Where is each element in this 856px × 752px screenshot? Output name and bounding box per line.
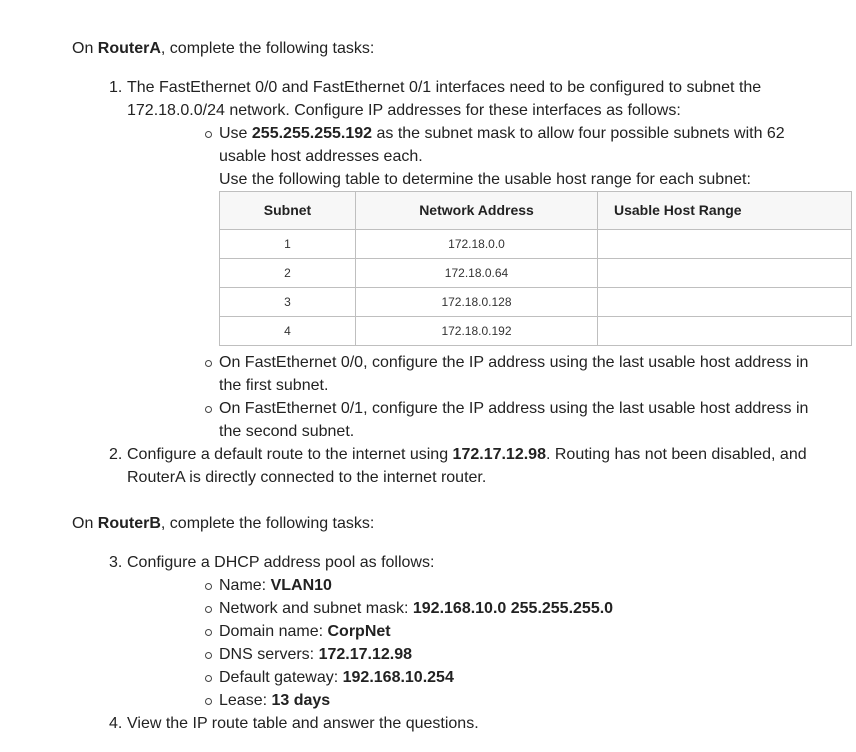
- dhcp-setting-dns: [203, 643, 829, 666]
- cell-network-address: 172.18.0.192: [356, 317, 598, 346]
- column-header-subnet: Subnet: [220, 192, 356, 230]
- task-number: 1.: [109, 79, 123, 96]
- setting-label: Lease:: [219, 692, 272, 709]
- bullet-subnet-mask: [203, 122, 829, 168]
- bullet-fa00: On FastEthernet 0/0, configure the IP address using the last usable host address in the first subnet.: [203, 351, 829, 397]
- setting-value: CorpNet: [327, 623, 391, 640]
- task-4: [109, 712, 829, 735]
- setting-value: 192.168.10.254: [342, 669, 454, 686]
- table-header-row: [220, 192, 852, 230]
- task-2-text: [127, 443, 829, 489]
- dhcp-setting-network: [203, 597, 829, 620]
- dhcp-setting-lease: [203, 689, 829, 712]
- task-3-text: Configure a DHCP address pool as follows:: [127, 554, 435, 571]
- dhcp-pool-settings: [127, 574, 829, 712]
- table-row: [220, 317, 852, 346]
- task-1-bullets-continued: [127, 351, 829, 443]
- dhcp-setting-domain: [203, 620, 829, 643]
- task-number: 2.: [109, 446, 123, 463]
- router-name: RouterB: [97, 515, 161, 532]
- task-text: Configure a default route to the internet using: [127, 446, 453, 463]
- bullet-text: Use: [219, 125, 252, 142]
- table-row: [220, 288, 852, 317]
- heading-suffix: , complete the following tasks:: [160, 515, 375, 532]
- routerb-heading: [72, 512, 374, 535]
- subnet-table: [219, 191, 852, 346]
- task-1-text: The FastEthernet 0/0 and FastEthernet 0/1 interfaces need to be configured to subnet the 172.18.0.0/24 network. Configure IP addresses for these interfaces as follows:: [127, 79, 762, 119]
- task-3: [109, 551, 829, 712]
- setting-value: 172.17.12.98: [318, 646, 412, 663]
- bullet-text: as the subnet mask to allow four possible subnets with 62 usable host addresses each.: [219, 125, 785, 165]
- dhcp-setting-name: [203, 574, 829, 597]
- setting-label: Name:: [219, 577, 271, 594]
- task-1: [109, 76, 829, 443]
- task-4-text: View the IP route table and answer the questions.: [127, 715, 479, 732]
- cell-usable-host-range: [598, 259, 852, 288]
- task-text: . Routing has not been disabled, and RouterA is directly connected to the internet router.: [127, 446, 807, 486]
- heading-prefix: On: [72, 515, 98, 532]
- default-route-ip: 172.17.12.98: [452, 446, 546, 463]
- column-header-usable-host-range: Usable Host Range: [598, 192, 852, 230]
- table-row: [220, 230, 852, 259]
- setting-value: VLAN10: [270, 577, 332, 594]
- routera-task-list: [109, 76, 829, 489]
- router-name: RouterA: [97, 40, 161, 57]
- dhcp-setting-gateway: [203, 666, 829, 689]
- setting-value: 13 days: [271, 692, 331, 709]
- routera-heading: [72, 37, 374, 60]
- setting-label: Default gateway:: [219, 669, 343, 686]
- cell-subnet: 4: [220, 317, 356, 346]
- setting-label: DNS servers:: [219, 646, 319, 663]
- bullet-fa01: On FastEthernet 0/1, configure the IP address using the last usable host address in the second subnet.: [203, 397, 829, 443]
- task-2: [109, 443, 829, 489]
- cell-subnet: 3: [220, 288, 356, 317]
- table-intro: Use the following table to determine the usable host range for each subnet:: [219, 171, 751, 188]
- subnet-mask-value: 255.255.255.192: [251, 125, 373, 142]
- heading-suffix: , complete the following tasks:: [160, 40, 375, 57]
- cell-network-address: 172.18.0.128: [356, 288, 598, 317]
- cell-network-address: 172.18.0.0: [356, 230, 598, 259]
- cell-subnet: 2: [220, 259, 356, 288]
- routerb-task-list: [109, 551, 829, 735]
- cell-subnet: 1: [220, 230, 356, 259]
- cell-network-address: 172.18.0.64: [356, 259, 598, 288]
- setting-label: Network and subnet mask:: [219, 600, 413, 617]
- cell-usable-host-range: [598, 230, 852, 259]
- column-header-network-address: Network Address: [356, 192, 598, 230]
- setting-label: Domain name:: [219, 623, 328, 640]
- heading-prefix: On: [72, 40, 98, 57]
- task-1-bullets: [127, 122, 829, 168]
- task-number: 4.: [109, 715, 123, 732]
- table-row: [220, 259, 852, 288]
- cell-usable-host-range: [598, 317, 852, 346]
- setting-value: 192.168.10.0 255.255.255.0: [412, 600, 614, 617]
- task-number: 3.: [109, 554, 123, 571]
- cell-usable-host-range: [598, 288, 852, 317]
